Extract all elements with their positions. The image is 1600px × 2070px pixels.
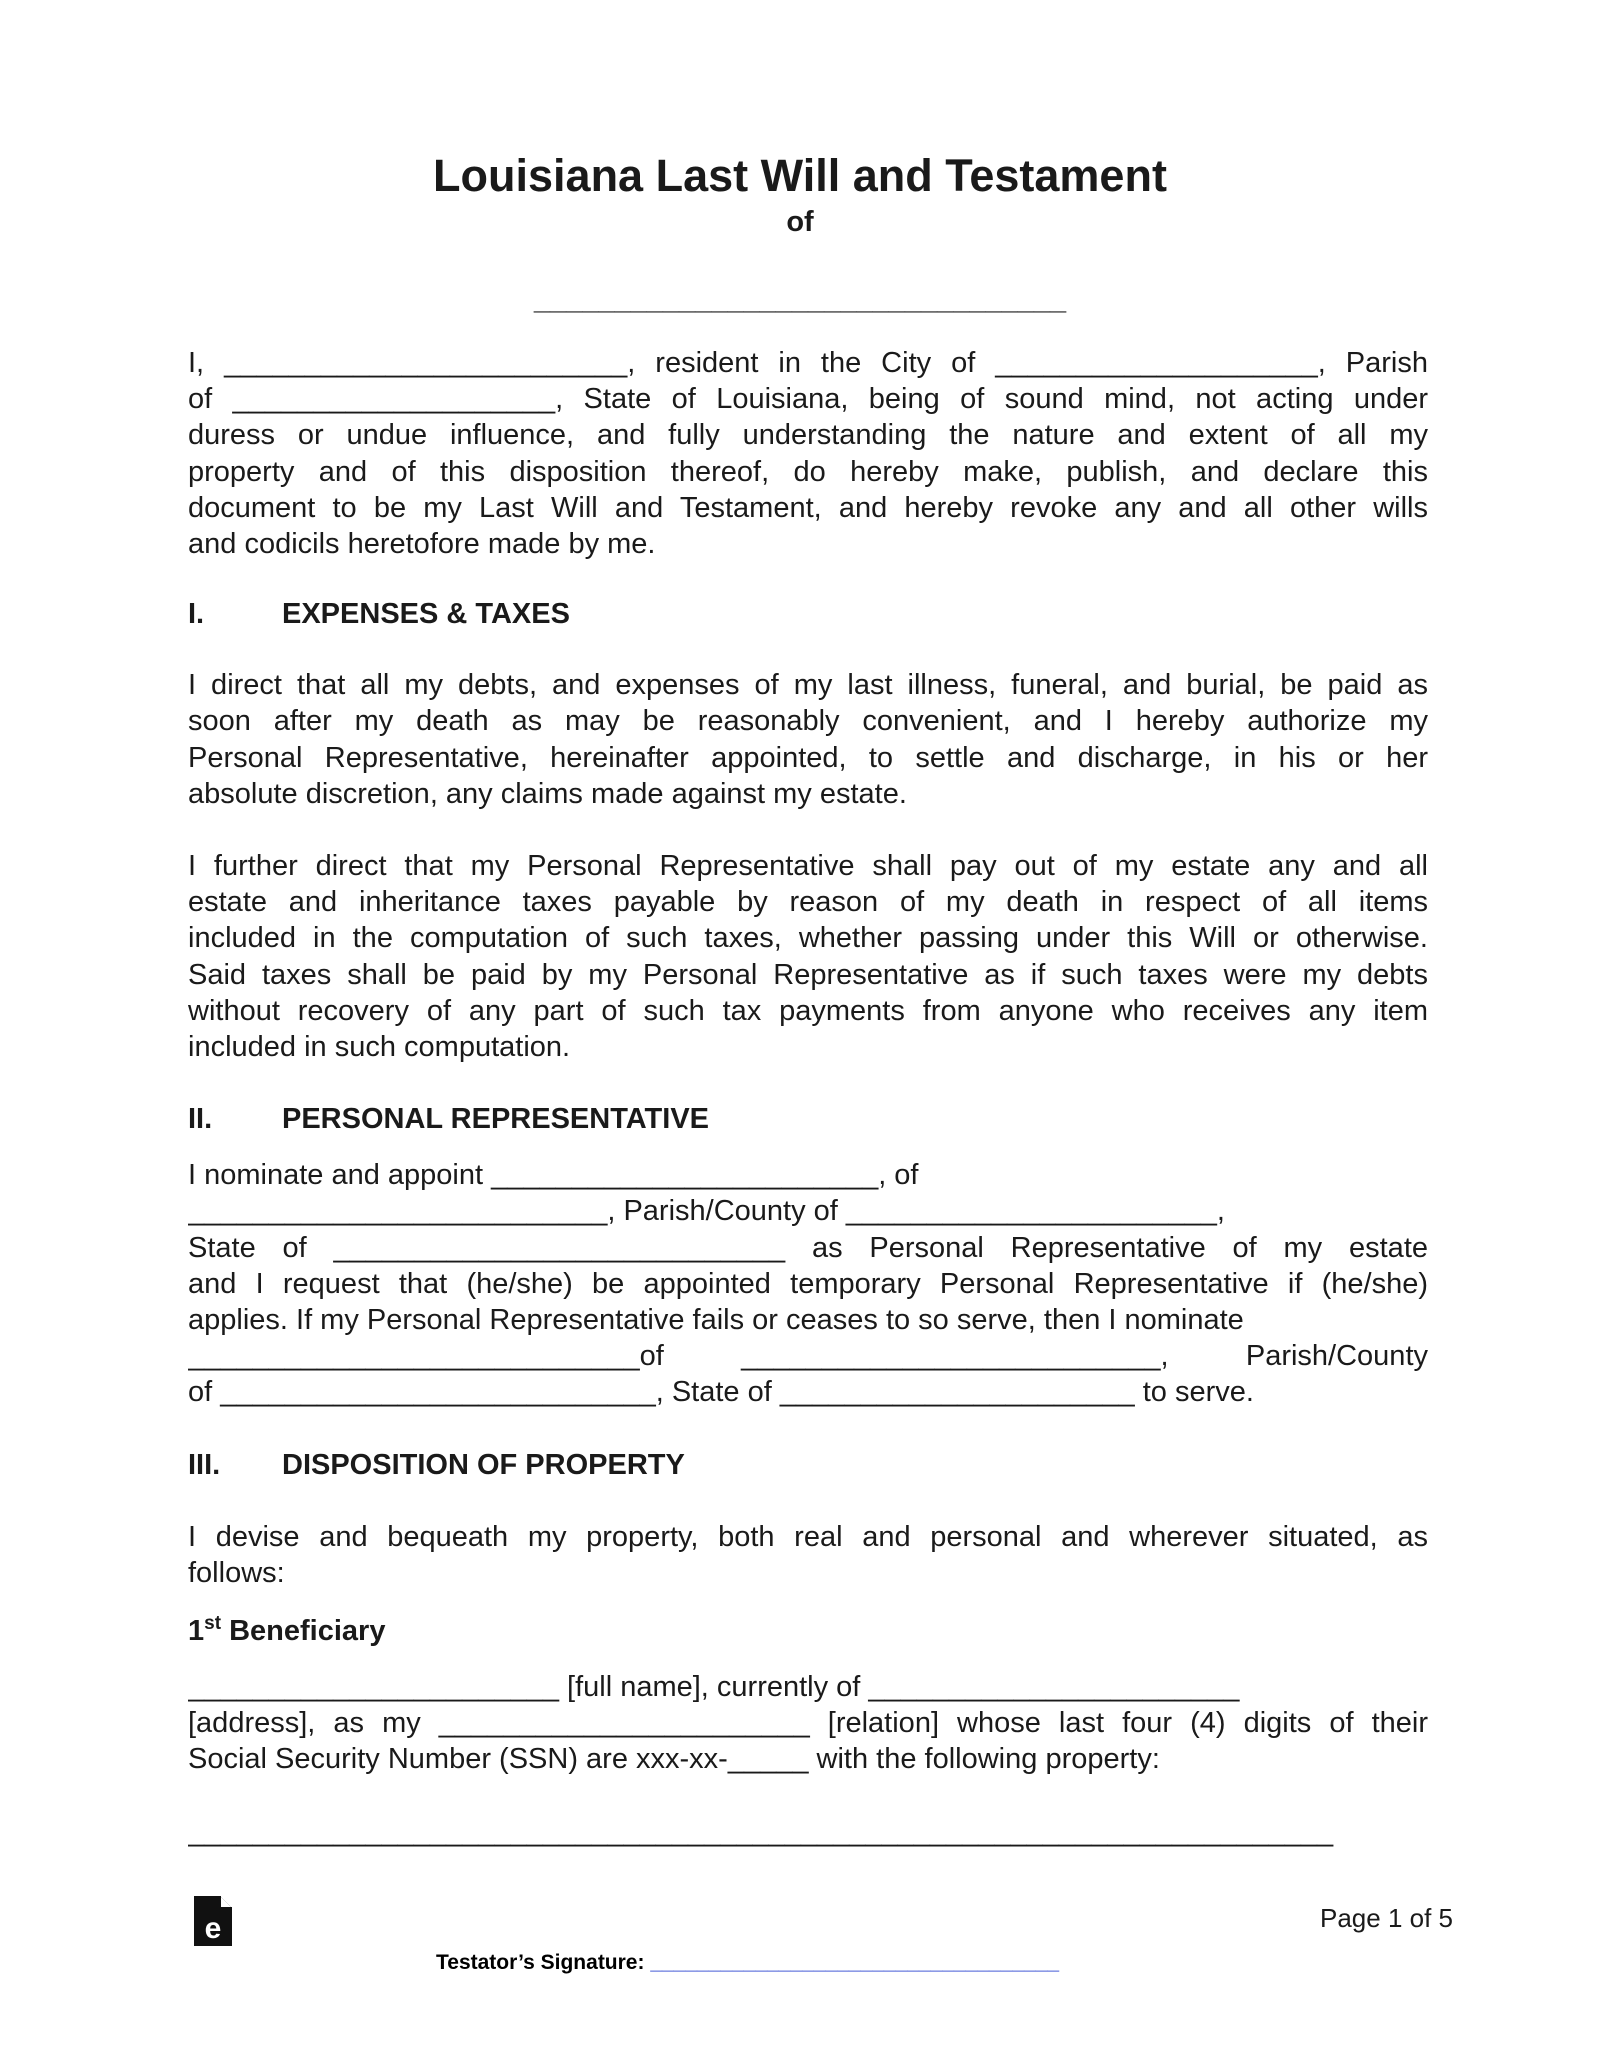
signature-label: Testator’s Signature: (436, 1951, 645, 1974)
intro-line: of ____________________, State of Louisiana, being of sound mind, not acting under (188, 383, 1428, 416)
paragraph-line: soon after my death as may be reasonably convenient, and I hereby authorize my (188, 705, 1428, 738)
beneficiary-heading (188, 1613, 1428, 1649)
paragraph-line: without recovery of any part of such tax payments from anyone who receives any item (188, 994, 1428, 1027)
svg-text:e: e (204, 1912, 222, 1945)
paragraph-line: and I request that (he/she) be appointed temporary Personal Representative if (he/she) (188, 1267, 1428, 1300)
intro-line: document to be my Last Will and Testament, and hereby revoke any and all other wills (188, 491, 1428, 524)
beneficiary-ordinal: 1 (188, 1615, 205, 1648)
paragraph-line: __________________________, Parish/County of _______________________, (188, 1195, 1225, 1228)
paragraph-line: I nominate and appoint ________________________, of (188, 1159, 919, 1192)
document-body (188, 345, 1428, 1850)
esign-document-logo-icon (194, 1896, 232, 1946)
intro-line: duress or undue influence, and fully understanding the nature and extent of all my (188, 419, 1428, 452)
paragraph-line: ____________________________of __________________________, Parish/County (188, 1340, 1428, 1373)
paragraph-line: included in the computation of such taxes, whether passing under this Will or otherwise. (188, 922, 1428, 955)
paragraph-line: Said taxes shall be paid by my Personal Representative as if such taxes were my debts (188, 958, 1428, 991)
intro-paragraph (188, 345, 1428, 562)
representative-paragraph (188, 1157, 1428, 1410)
paragraph-line: Personal Representative, hereinafter appointed, to settle and discharge, in his or her (188, 741, 1428, 774)
section-heading-expenses (188, 596, 1428, 632)
intro-line: I, _________________________, resident in the City of ____________________, Parish (188, 347, 1428, 379)
property-blank-line: _______________________________________________________________________ (188, 1815, 1334, 1848)
paragraph-line: _______________________ [full name], currently of _______________________ (188, 1671, 1240, 1704)
section-heading-disposition (188, 1447, 1428, 1483)
section-title: PERSONAL REPRESENTATIVE (282, 1103, 710, 1136)
disposition-paragraph (188, 1519, 1428, 1591)
expenses-paragraph-1 (188, 667, 1428, 812)
signature-field[interactable]: ___________________________________ (650, 1951, 1060, 1974)
paragraph-line: absolute discretion, any claims made against my estate. (188, 777, 907, 810)
paragraph-line: I direct that all my debts, and expenses of my last illness, funeral, and burial, be paid as (188, 669, 1428, 702)
beneficiary-ordinal-suffix: st (204, 1613, 222, 1635)
section-title: DISPOSITION OF PROPERTY (282, 1448, 685, 1481)
paragraph-line: applies. If my Personal Representative fails or ceases to so serve, then I nominate (188, 1304, 1244, 1337)
paragraph-line: included in such computation. (188, 1031, 571, 1064)
document-title: Louisiana Last Will and Testament (433, 150, 1167, 201)
expenses-paragraph-2 (188, 848, 1428, 1065)
testator-name-blank: _________________________________ (533, 284, 1067, 316)
intro-line: and codicils heretofore made by me. (188, 528, 656, 561)
paragraph-line: I further direct that my Personal Representative shall pay out of my estate any and all (188, 850, 1428, 883)
beneficiary-property-blank (188, 1814, 1428, 1850)
paragraph-line: follows: (188, 1556, 285, 1589)
section-number: I. (188, 598, 205, 631)
page-number: Page 1 of 5 (1320, 1903, 1453, 1933)
beneficiary-label: Beneficiary (229, 1615, 386, 1648)
beneficiary-paragraph (188, 1669, 1428, 1778)
document-subtitle: of (786, 206, 814, 238)
paragraph-line: State of ____________________________ as Personal Representative of my estate (188, 1231, 1428, 1264)
paragraph-line: [address], as my _______________________ [relation] whose last four (4) digits of their (188, 1707, 1428, 1740)
paragraph-line: Social Security Number (SSN) are xxx-xx-_____ with the following property: (188, 1743, 1160, 1776)
intro-line: property and of this disposition thereof, do hereby make, publish, and declare this (188, 455, 1428, 488)
section-number: III. (188, 1448, 221, 1481)
section-heading-personal-representative (188, 1101, 1428, 1137)
section-number: II. (188, 1103, 213, 1136)
paragraph-line: estate and inheritance taxes payable by reason of my death in respect of all items (188, 886, 1428, 919)
testator-signature-line (436, 1950, 1059, 1976)
paragraph-line: of ___________________________, State of ______________________ to serve. (188, 1376, 1254, 1409)
section-title: EXPENSES & TAXES (282, 598, 570, 631)
paragraph-line: I devise and bequeath my property, both real and personal and wherever situated, as (188, 1520, 1428, 1553)
